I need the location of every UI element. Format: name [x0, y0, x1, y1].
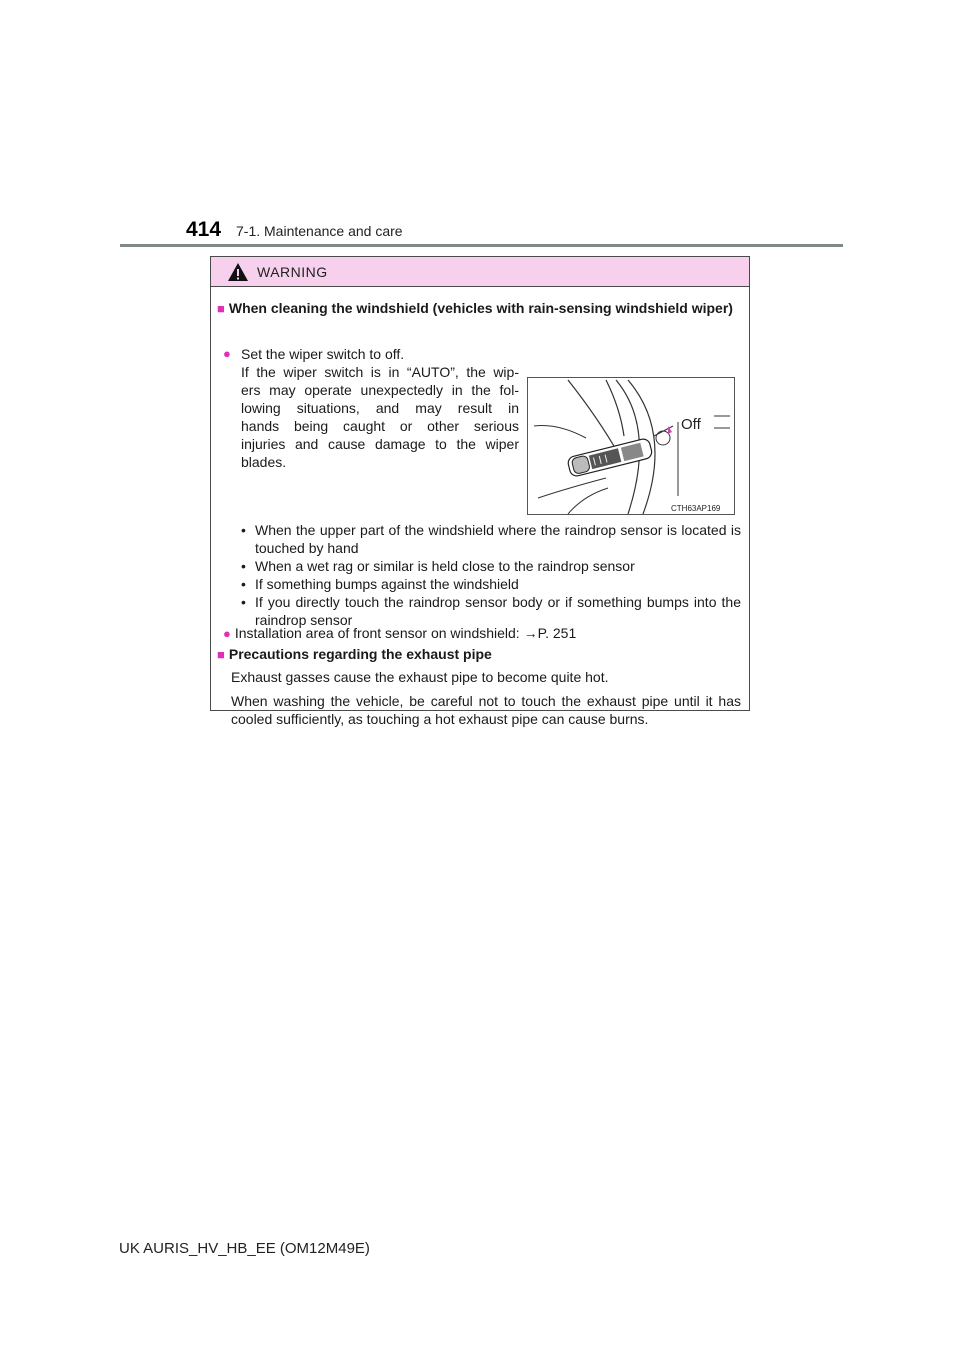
item-wiper-line: lowing situations, and may result in	[241, 400, 519, 416]
warning-label: WARNING	[257, 263, 328, 280]
item-wiper-line: blades.	[241, 454, 287, 470]
warning-box	[210, 256, 750, 727]
bullet-dot-icon: •	[241, 558, 246, 574]
item-wiper-line: ers may operate unexpectedly in the fol-	[241, 382, 519, 398]
section-title: 7-1. Maintenance and care	[236, 223, 403, 239]
footer-model-code: UK AURIS_HV_HB_EE (OM12M49E)	[119, 1240, 370, 1257]
item-wiper-switch	[223, 345, 519, 471]
item-front-sensor: ● Installation area of front sensor on windshield: →P. 251	[223, 625, 577, 641]
heading-windshield-text: When cleaning the windshield (vehicles with rain-sensing windshield wiper)	[228, 300, 733, 316]
figure-code: CTH63AP169	[671, 504, 721, 513]
item-wiper-line: hands being caught or other serious	[241, 418, 519, 434]
item-wiper-line: Set the wiper switch to off.	[241, 346, 405, 362]
exhaust-para-2: When washing the vehicle, be careful not to touch the exhaust pipe until it has cooled sufficiently, as touching a hot exhaust pipe can cause burns.	[231, 693, 741, 727]
square-bullet-icon: ■	[217, 301, 225, 316]
bullet-dot-icon: •	[241, 594, 246, 610]
exhaust-para-1: Exhaust gasses cause the exhaust pipe to become quite hot.	[231, 669, 609, 685]
figure-off-label: Off	[681, 416, 701, 433]
item-wiper-line: If the wiper switch is in “AUTO”, the wip-	[241, 364, 519, 380]
header-rule	[120, 244, 843, 247]
item-wiper-line: injuries and cause damage to the wiper	[241, 436, 519, 452]
bullet-dot-icon: •	[241, 522, 246, 538]
list-item: • If something bumps against the windshield	[241, 576, 519, 592]
circle-bullet-icon: ●	[223, 626, 231, 641]
list-item: • When the upper part of the windshield where the raindrop sensor is located is touched by hand	[241, 522, 741, 556]
list-item: • When a wet rag or similar is held close to the raindrop sensor	[241, 558, 635, 574]
heading-exhaust-text: Precautions regarding the exhaust pipe	[228, 646, 492, 662]
list-item: • If you directly touch the raindrop sensor body or if something bumps into the raindrop sensor	[241, 594, 741, 628]
wiper-lever-illustration	[528, 378, 734, 514]
heading-windshield	[217, 299, 743, 318]
page-number: 414	[186, 218, 222, 241]
bullet-dot-icon: •	[241, 576, 246, 592]
wiper-switch-figure	[527, 377, 735, 515]
warning-triangle-icon	[227, 262, 249, 282]
square-bullet-icon: ■	[217, 647, 225, 662]
heading-exhaust	[217, 645, 743, 664]
warning-header	[211, 257, 749, 287]
circle-bullet-icon: ●	[223, 346, 231, 361]
